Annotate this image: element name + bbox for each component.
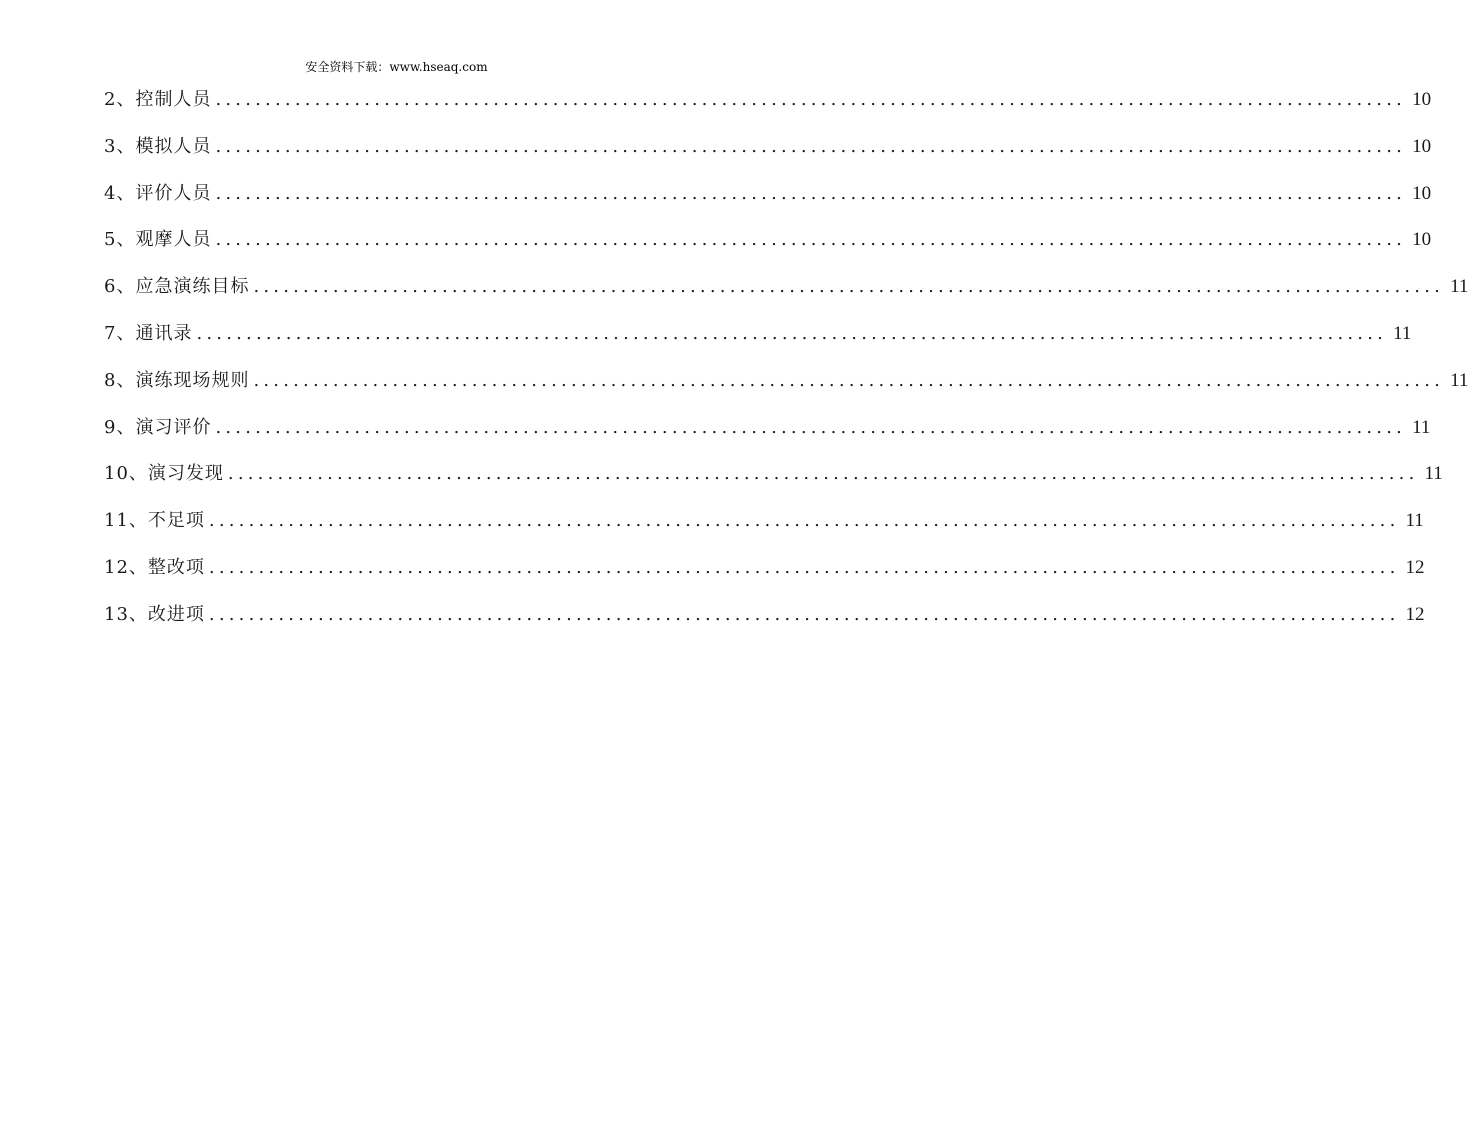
toc-dot-leader: ........................................................................................................................ [208,556,1400,578]
toc-entry[interactable] [104,224,1432,271]
toc-page-number: 12 [1405,556,1425,578]
toc-entry[interactable] [104,412,1431,459]
toc-entry[interactable] [104,318,1412,365]
table-of-contents [104,84,1468,646]
toc-dot-leader: ........................................................................................................................ [208,510,1400,532]
toc-dot-leader: ........................................................................................................................ [215,135,1407,157]
toc-entry-label: 7、通讯录 [104,322,193,344]
toc-entry-label: 5、观摩人员 [104,229,212,251]
toc-entry-label: 11、不足项 [104,510,205,532]
toc-page-number: 11 [1412,416,1431,438]
toc-entry-label: 2、控制人员 [104,89,212,110]
toc-page-number: 11 [1424,463,1443,485]
toc-dot-leader: ........................................................................................................................ [227,463,1419,485]
toc-entry-label: 4、评价人员 [104,182,212,204]
toc-dot-leader: ........................................................................................................................ [215,89,1407,110]
toc-entry-label: 13、改进项 [104,603,205,625]
toc-entry-label: 10、演习发现 [104,463,224,485]
toc-dot-leader: ........................................................................................................................ [208,603,1400,625]
toc-entry[interactable] [104,84,1432,131]
toc-page-number: 12 [1405,603,1425,625]
toc-page-number: 10 [1412,135,1432,157]
toc-dot-leader: ........................................................................................................................ [215,229,1407,251]
toc-page-number: 10 [1412,229,1432,251]
toc-dot-leader: ........................................................................................................................ [215,416,1407,438]
toc-page-number: 11 [1405,510,1424,532]
toc-page-number: 11 [1450,369,1468,391]
toc-entry[interactable] [104,178,1432,225]
toc-entry[interactable] [104,505,1424,552]
toc-entry-label: 3、模拟人员 [104,135,212,157]
toc-entry[interactable] [104,552,1425,599]
toc-entry-label: 9、演习评价 [104,416,212,438]
toc-page-number: 11 [1450,276,1468,298]
toc-entry-label: 6、应急演练目标 [104,276,250,298]
toc-page-number: 10 [1412,182,1432,204]
toc-page-number: 10 [1412,89,1432,110]
toc-dot-leader: ........................................................................................................................ [215,182,1407,204]
toc-entry[interactable] [104,365,1468,412]
toc-page-number: 11 [1393,322,1412,344]
page-header: 安全资料下载：www.hseaq.com [305,60,488,74]
toc-dot-leader: ........................................................................................................................ [253,369,1445,391]
toc-entry-label: 8、演练现场规则 [104,369,250,391]
toc-entry[interactable] [104,599,1425,646]
toc-entry-label: 12、整改项 [104,556,205,578]
toc-entry[interactable] [104,271,1468,318]
toc-dot-leader: ........................................................................................................................ [196,322,1388,344]
toc-dot-leader: ........................................................................................................................ [253,276,1445,298]
toc-entry[interactable] [104,458,1443,505]
toc-entry[interactable] [104,131,1432,178]
